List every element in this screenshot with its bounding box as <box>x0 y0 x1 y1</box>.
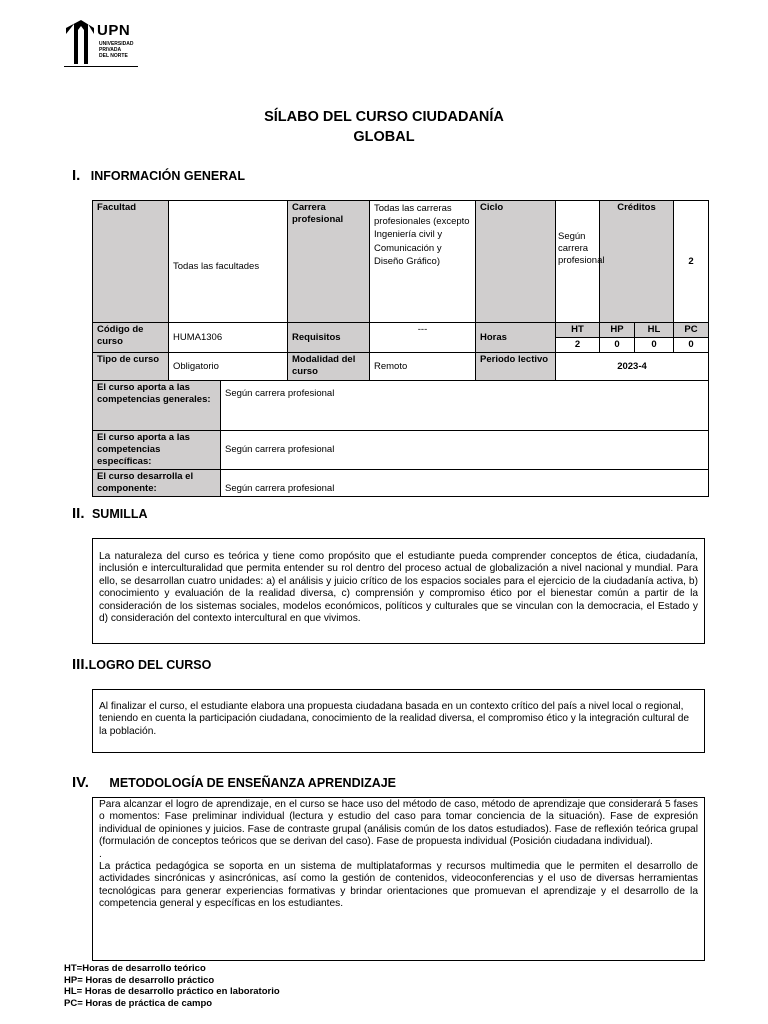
componente-value: Según carrera profesional <box>221 470 709 497</box>
competencias-especificas-value: Según carrera profesional <box>221 431 709 470</box>
logro-text: Al finalizar el curso, el estudiante elabora una propuesta ciudadana basada en un contexto crítico del país a nivel local o regional, teniendo en cuenta la participación ciudadana, conocimiento de la realidad diversa, el compromiso ético y la integración cultural de la población. <box>99 701 690 737</box>
hp-label: HP <box>600 323 635 338</box>
document-title-line2: GLOBAL <box>353 129 415 145</box>
upn-arrow-icon <box>64 20 96 66</box>
hours-legend <box>64 963 280 1009</box>
legend-ht: HT=Horas de desarrollo teórico <box>64 963 206 974</box>
upn-logo <box>64 18 138 68</box>
ciclo-label: Ciclo <box>476 201 556 323</box>
sumilla-text: La naturaleza del curso es teórica y tiene como propósito que el estudiante pueda comprender conceptos de ética, ciudadanía, inclusión e interculturalidad que permita entender su rol dentro del proceso actual de globalización a nivel nacional y mundial. Para ello, se desarrollan cuatro unidades: a) el análisis y juicio crítico de los espacios sociales para el ejercicio de la ciudadanía activa, b) conocimiento y evaluación de la realidad diversa, c) comprensión y compromiso ético por el bienestar común a partir de la consideración de los sistemas sociales, modelos económicos, políticos y culturales que se vinculan con la democracia, el Estado y d) consideración del contexto intercultural en que vivimos. <box>99 551 698 625</box>
document-title-line1: SÍLABO DEL CURSO CIUDADANÍA <box>264 109 504 125</box>
logo-subtitle: UNIVERSIDAD PRIVADA DEL NORTE <box>99 41 134 59</box>
codigo-value: HUMA1306 <box>169 323 288 353</box>
competencias-especificas-label: El curso aporta a las competencias específicas: <box>93 431 221 470</box>
metodologia-dot: . <box>99 848 102 860</box>
section-2-heading: II. SUMILLA <box>72 505 148 522</box>
hl-label: HL <box>635 323 674 338</box>
section-1-heading: I. INFORMACIÓN GENERAL <box>72 167 245 184</box>
logo-brand: UPN <box>97 22 131 39</box>
legend-pc: PC= Horas de práctica de campo <box>64 997 213 1009</box>
logro-box <box>92 689 705 753</box>
ht-label: HT <box>556 323 600 338</box>
pc-value: 0 <box>674 338 709 353</box>
legend-hl: HL= Horas de desarrollo práctico en laboratorio <box>64 986 280 997</box>
tipo-label: Tipo de curso <box>93 353 169 381</box>
modalidad-value: Remoto <box>370 353 476 381</box>
periodo-value: 2023-4 <box>556 353 709 381</box>
ht-value: 2 <box>556 338 600 353</box>
modalidad-label: Modalidad del curso <box>288 353 370 381</box>
periodo-label: Periodo lectivo <box>476 353 556 381</box>
section-3-heading: III.LOGRO DEL CURSO <box>72 656 212 673</box>
componente-label: El curso desarrolla el componente: <box>93 470 221 497</box>
metodologia-p1: Para alcanzar el logro de aprendizaje, en el curso se hace uso del método de caso, método de aprendizaje que considerará 5 fases o momentos: Fase preliminar individual (lectura y estudio del caso para tomar conciencia de la situación). Fase de expresión individual de opiniones y juicios. Fase de contraste grupal (análisis común de los datos estudiados). Fase de reflexión teórica grupal (formulación de conceptos teóricos que se derivan del caso). Fase de propuesta individual (Posición ciudadana individual). <box>99 799 698 848</box>
competencias-generales-value: Según carrera profesional <box>221 381 709 431</box>
metodologia-p2: La práctica pedagógica se soporta en un sistema de multiplataformas y recursos multimedia que le permiten el desarrollo de actividades sincrónicas y asincrónicas, así como la gestión de contenidos, videoconferencias y el uso de diversas herramientas tecnológicas para generar experiencias formativas y brindar orientaciones que promuevan el aprendizaje y el desarrollo de la competencia general y específicas en los estudiantes. <box>99 861 698 910</box>
facultad-value: Todas las facultades <box>169 201 288 323</box>
requisitos-label: Requisitos <box>288 323 370 353</box>
carrera-value: Todas las carreras profesionales (excepto Ingeniería civil y Comunicación y Diseño Gráfico) <box>370 201 476 323</box>
legend-hp: HP= Horas de desarrollo práctico <box>64 974 215 986</box>
sumilla-box <box>92 538 705 644</box>
tipo-value: Obligatorio <box>169 353 288 381</box>
facultad-label: Facultad <box>93 201 169 323</box>
hl-value: 0 <box>635 338 674 353</box>
ciclo-value: Según carrera profesional <box>556 201 600 323</box>
hp-value: 0 <box>600 338 635 353</box>
horas-label: Horas <box>476 323 556 353</box>
pc-label: PC <box>674 323 709 338</box>
creditos-value: 2 <box>674 201 709 323</box>
requisitos-value: --- <box>370 323 476 353</box>
carrera-label: Carrera profesional <box>288 201 370 323</box>
general-info-table <box>92 200 709 497</box>
section-4-heading: IV. METODOLOGÍA DE ENSEÑANZA APRENDIZAJE <box>72 774 397 791</box>
metodologia-box <box>92 797 705 961</box>
competencias-generales-label: El curso aporta a las competencias generales: <box>93 381 221 431</box>
creditos-label: Créditos <box>600 201 674 323</box>
codigo-label: Código de curso <box>93 323 169 353</box>
